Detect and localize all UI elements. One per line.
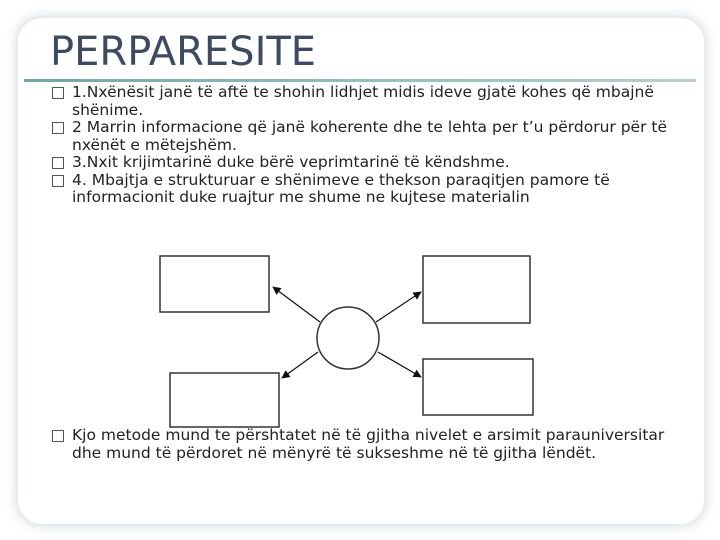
bullet-text: 4. Mbajtja e strukturuar e shënimeve e thekson paraqitjen pamore të informacionit duke ruajtur me shume ne kujtese materialin [72, 170, 610, 206]
diagram-box-bottom-left [170, 373, 279, 427]
bullet-text: 1.Nxënësit janë të aftë te shohin lidhjet midis ideve gjatë kohes që mbajnë shënime. [72, 83, 654, 119]
bullet-text: 3.Nxit krijimtarinë duke bërë veprimtarinë të këndshme. [72, 153, 510, 171]
bullet-item-2 [52, 119, 692, 154]
diagram-box-bottom-right [423, 359, 533, 415]
bullet-box-icon [52, 175, 64, 187]
bullet-item-1 [52, 84, 692, 119]
slide-title: PERPARESITE [50, 29, 317, 75]
bullet-box-icon [52, 87, 64, 99]
conclusion-text: Kjo metode mund te përshtatet në të gjitha nivelet e arsimit parauniversitar dhe mund të përdoret në mënyrë të sukseshme në të gjitha lëndët. [72, 426, 665, 462]
diagram-box-top-right [423, 256, 530, 323]
conclusion-item [52, 427, 692, 462]
diagram-center-circle [317, 307, 379, 369]
bullet-item-4 [52, 172, 692, 207]
title-underline [24, 79, 696, 82]
diagram-box-top-left [160, 256, 269, 312]
conclusion [52, 427, 692, 462]
bullet-box-icon [52, 157, 64, 169]
bullet-item-3 [52, 154, 692, 172]
bullet-list [52, 84, 692, 207]
bullet-box-icon [52, 430, 64, 442]
bullet-text: 2 Marrin informacione që janë koherente dhe te lehta per t’u përdorur për të nxënët e mëtejshëm. [72, 118, 667, 154]
bullet-box-icon [52, 122, 64, 134]
